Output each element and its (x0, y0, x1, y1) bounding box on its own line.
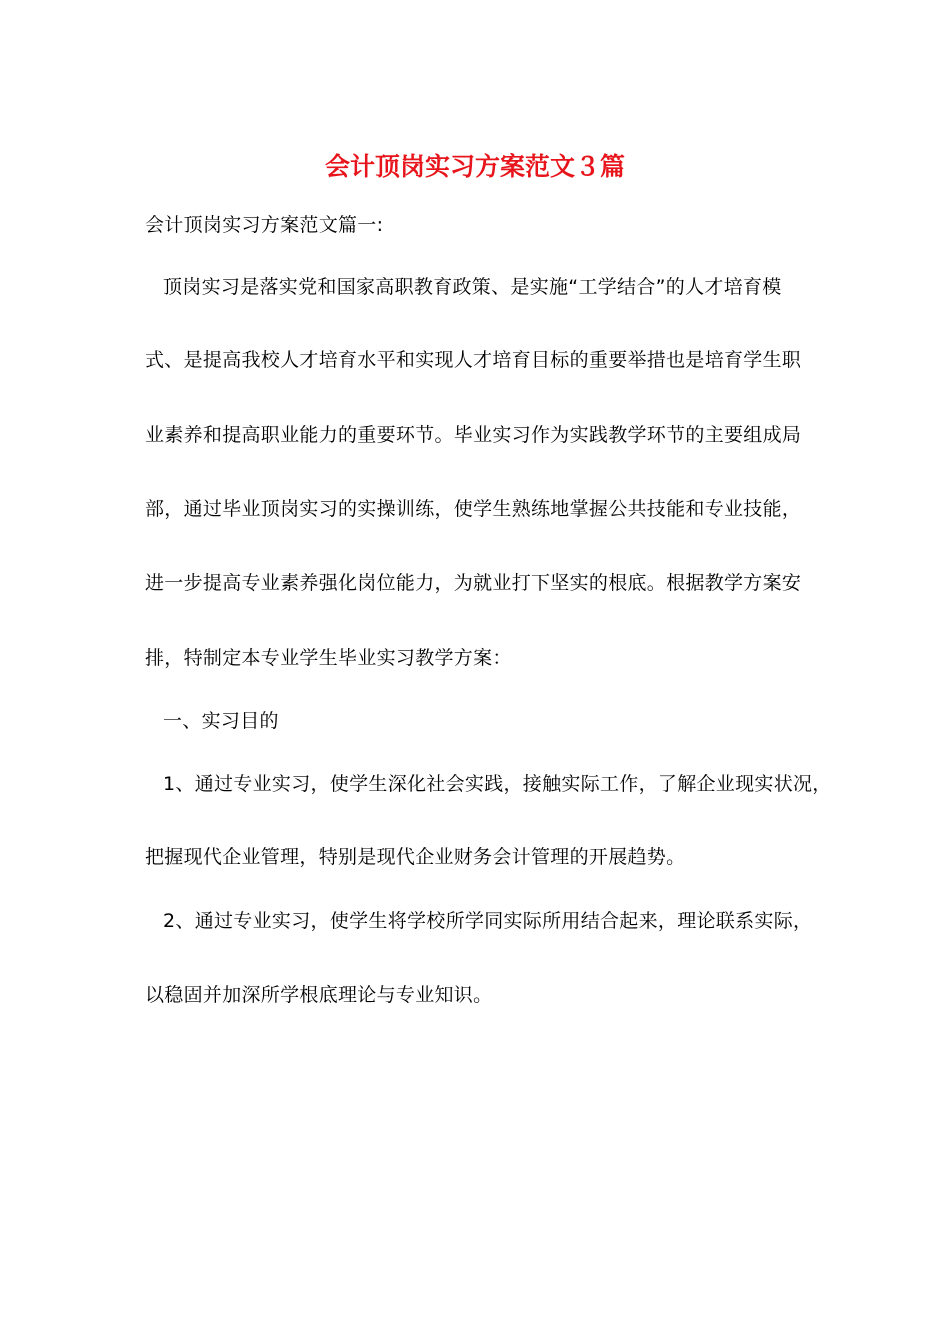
paragraph-line: 式、是提高我校人才培育水平和实现人才培育目标的重要举措也是培育学生职 (145, 349, 802, 371)
list-item-line: 1、通过专业实习，使学生深化社会实践，接触实际工作，了解企业现实状况， (163, 773, 832, 795)
section-heading: 一、实习目的 (163, 710, 279, 732)
document-title: 会计顶岗实习方案范文３篇 (324, 152, 625, 181)
list-item-line: 2、通过专业实习，使学生将学校所学同实际所用结合起来，理论联系实际， (163, 910, 813, 932)
paragraph-line: 部，通过毕业顶岗实习的实操训练，使学生熟练地掌握公共技能和专业技能， (145, 498, 802, 520)
paragraph-line: 业素养和提高职业能力的重要环节。毕业实习作为实践教学环节的主要组成局 (145, 424, 802, 446)
paragraph-line: 排，特制定本专业学生毕业实习教学方案： (145, 647, 512, 669)
section-subtitle: 会计顶岗实习方案范文篇一: (145, 214, 384, 236)
paragraph-line: 进一步提高专业素养强化岗位能力，为就业打下坚实的根底。根据教学方案安 (145, 572, 802, 594)
list-item-line: 把握现代企业管理，特别是现代企业财务会计管理的开展趋势。 (145, 846, 686, 868)
paragraph-line: 顶岗实习是落实党和国家高职教育政策、是实施“工学结合”的人才培育模 (163, 276, 782, 298)
list-item-line: 以稳固并加深所学根底理论与专业知识。 (145, 984, 493, 1006)
